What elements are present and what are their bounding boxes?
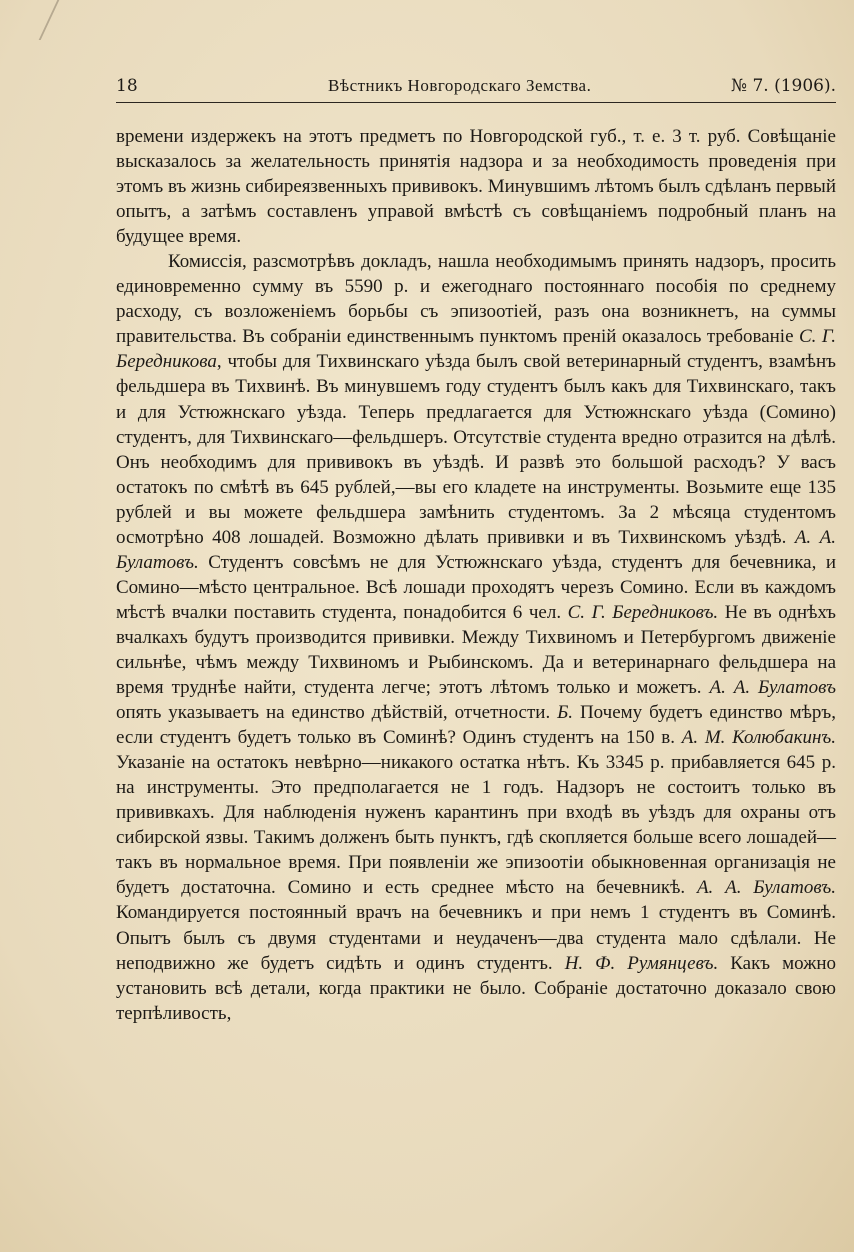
text-run: опять указываетъ на единство дѣйствій, отчетности. (116, 702, 558, 724)
document-body (116, 124, 836, 1026)
text-run: , чтобы для Тихвинскаго уѣзда былъ свой ветеринарный студентъ, взамѣнъ фельдшера въ Тихвинѣ. Въ минувшемъ году студентъ былъ какъ для Тихвинскаго, такъ и для Устюжнскаго уѣзда. Теперь предлагается для Устюжнскаго уѣзда (Сомино) студентъ, для Тихвинскаго—фельдшеръ. Отсутствіе студента вредно отразится на дѣлѣ. Онъ необходимъ для прививокъ въ уѣздѣ. И развѣ это большой расходъ? У васъ остатокъ по смѣтѣ въ 645 рублей,—вы его кладете на инструменты. Возьмите еще 135 рублей и вы можете фельдшера замѣнить студентомъ. За 2 мѣсяца студентомъ осмотрѣно 408 лошадей. Возможно дѣлать прививки и въ Тихвинскомъ уѣздѣ. (116, 351, 836, 548)
speaker-name: Н. Ф. Румянцевъ. (564, 952, 719, 974)
speaker-name: С. Г. Бередниковъ. (567, 601, 719, 623)
speaker-name: А. А. Булатовъ. (116, 526, 836, 573)
speaker-name: А. М. Колюбакинъ. (681, 727, 836, 749)
speaker-name: А. А. Булатовъ (709, 677, 836, 699)
text-run: Какъ можно установить всѣ детали, когда практики не было. Собраніе достаточно доказало свою терпѣливость, (116, 952, 836, 1024)
page-header (116, 72, 836, 103)
text-run: Почему будетъ единство мѣръ, если студентъ будетъ только въ Соминѣ? Одинъ студентъ на 150 в. (116, 702, 836, 749)
text-run: Комиссія, разсмотрѣвъ докладъ, нашла необходимымъ принять надзоръ, просить единовременно сумму въ 5590 р. и ежегоднаго постояннаго пособія по среднему расходу, съ возложеніемъ борьбы съ эпизоотіей, разъ она возникнетъ, на суммы правительства. Въ собраніи единственнымъ пунктомъ преній оказалось требованіе (116, 251, 836, 348)
speaker-name: С. Г. Бередникова (116, 326, 836, 373)
text-run: Не въ однѣхъ вчалкахъ будутъ производится прививки. Между Тихвиномъ и Петербургомъ движеніе сильнѣе, чѣмъ между Тихвиномъ и Рыбинскомъ. Да и ветеринарнаго фельдшера на время труднѣе найти, студента легче; этотъ лѣтомъ только и можетъ. (116, 601, 837, 699)
paragraph-2 (116, 249, 836, 1025)
corner-pencil-mark (0, 0, 59, 40)
speaker-name: А. А. Булатовъ. (696, 877, 836, 899)
issue-number: № 7. (1906). (730, 76, 836, 96)
page-number: 18 (116, 76, 138, 96)
paragraph-1: времени издержекъ на этотъ предметъ по Новгородской губ., т. е. 3 т. руб. Совѣщаніе высказалось за желательность принятія надзора и за необходимость проведенія при этомъ въ жизнь сибиреязвенныхъ прививокъ. Минувшимъ лѣтомъ былъ сдѣланъ первый опытъ, а затѣмъ составленъ управой вмѣстѣ съ совѣщаніемъ подробный планъ на будущее время. (116, 126, 836, 248)
text-run: Командируется постоянный врачъ на бечевникъ и при немъ 1 студентъ въ Соминѣ. Опытъ былъ съ двумя студентами и неудаченъ—два студента мало сдѣлали. Не неподвижно же будетъ сидѣть и одинъ студентъ. (116, 902, 836, 974)
text-run: Студентъ совсѣмъ не для Устюжнскаго уѣзда, студентъ для бечевника, и Сомино—мѣсто центральное. Всѣ лошади проходятъ черезъ Сомино. Если въ каждомъ мѣстѣ вчалки поставить студента, понадобится 6 чел. (116, 551, 836, 623)
speaker-name: Б. (557, 702, 574, 724)
text-run: Указаніе на остатокъ невѣрно—никакого остатка нѣтъ. Къ 3345 р. прибавляется 645 р. на инструменты. Это предполагается не 1 годъ. Надзоръ не состоитъ только въ прививкахъ. Для наблюденія нуженъ карантинъ при входѣ въ уѣздъ для охраны отъ сибирской язвы. Такимъ долженъ быть пунктъ, гдѣ скопляется больше всего лошадей—такъ въ нормальное время. При появленіи же эпизоотіи обыкновенная организація не будетъ достаточна. Сомино и есть среднее мѣсто на бечевникѣ. (116, 752, 836, 899)
running-title: Вѣстникъ Новгородскаго Земства. (328, 76, 592, 95)
